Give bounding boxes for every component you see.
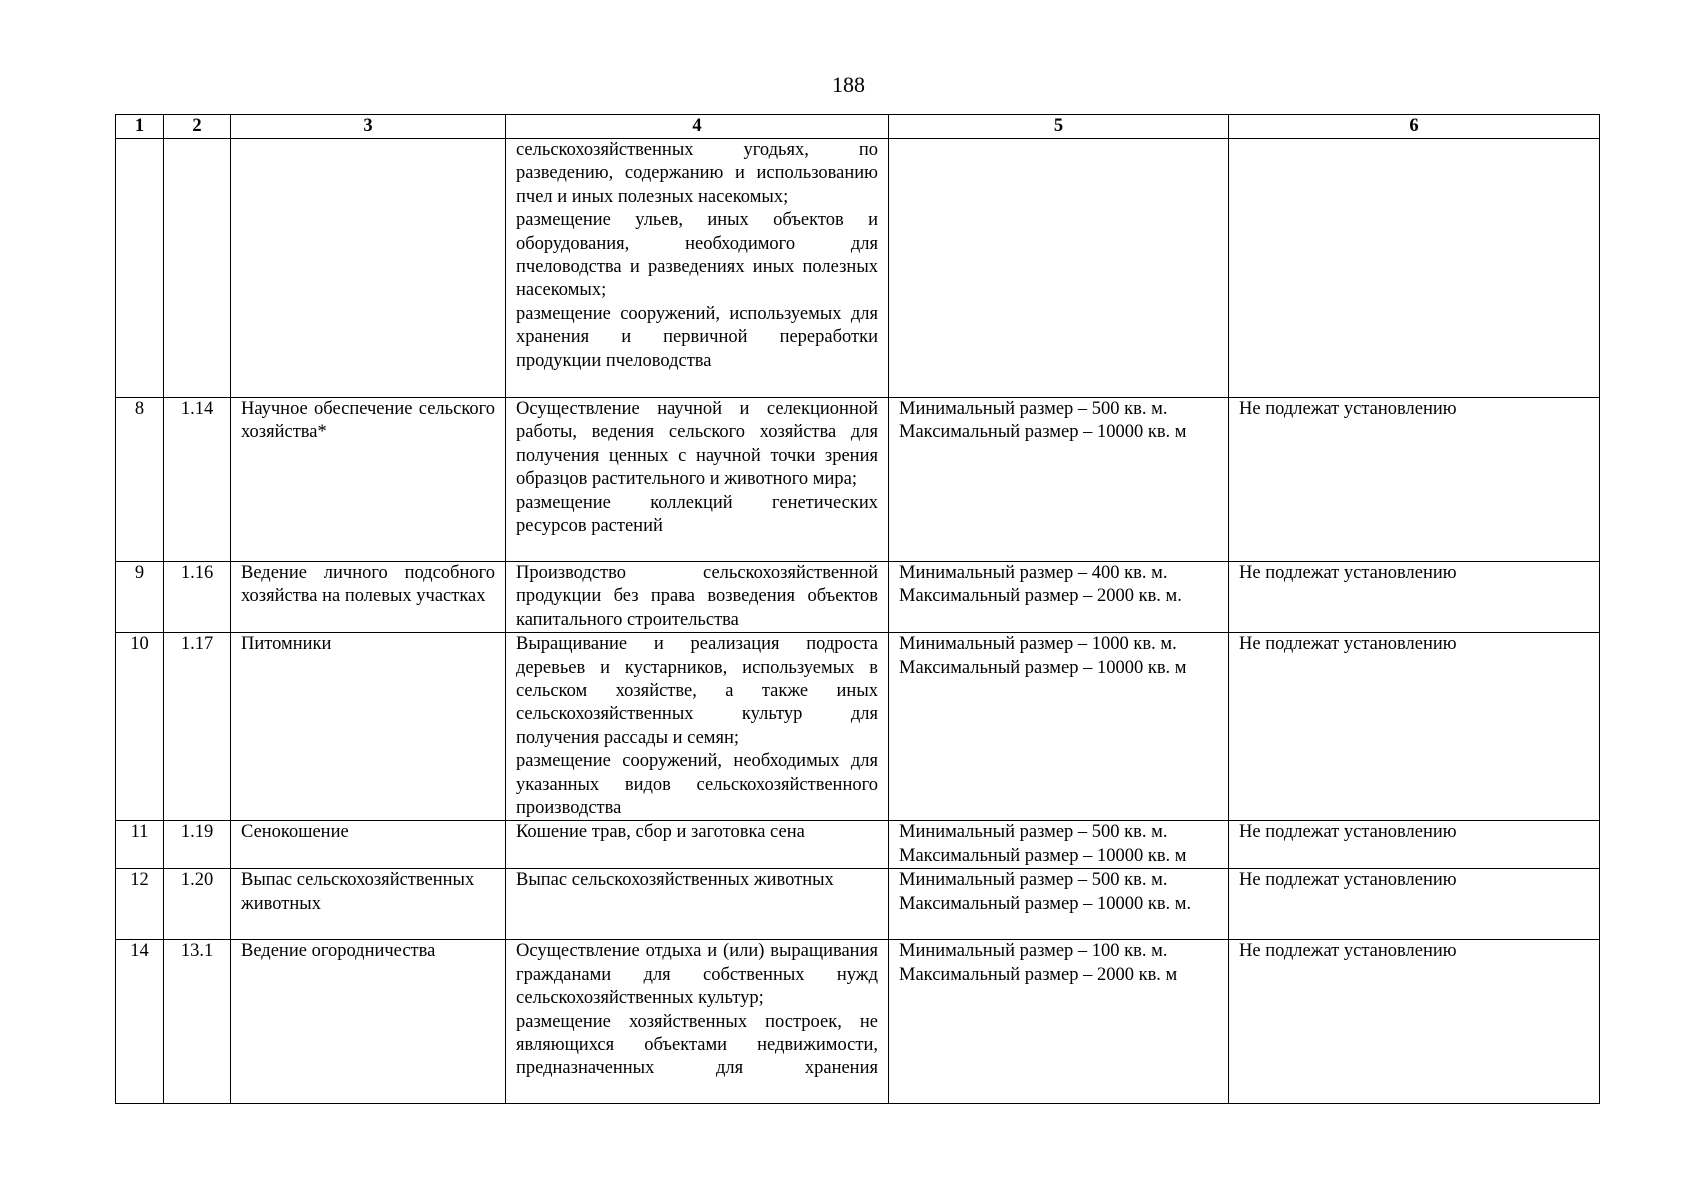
size-max: Максимальный размер – 2000 кв. м [899, 964, 1178, 985]
row-name: Ведение личного подсобного хозяйства на полевых участках [231, 562, 506, 633]
table-row [116, 940, 1600, 1104]
row-size [889, 940, 1229, 1104]
row-description [506, 398, 889, 562]
table-row [116, 869, 1600, 940]
description-paragraph: размещение сооружений, используемых для хранения и первичной переработки продукции пчеловодства [516, 303, 878, 371]
row-code: 1.20 [164, 869, 231, 940]
size-min: Минимальный размер – 1000 кв. м. [899, 634, 1177, 655]
row-size [889, 398, 1229, 562]
row-number: 8 [116, 398, 164, 562]
row-number: 9 [116, 562, 164, 633]
row-name [231, 869, 506, 940]
row-name: Питомники [231, 633, 506, 821]
description-paragraph: Выращивание и реализация подроста деревьев и кустарников, используемых в сельском хозяйстве, а также иных сельскохозяйственных культур для получения рассады и семян; [516, 634, 878, 748]
row-params: Не подлежат установлению [1229, 633, 1600, 821]
description-paragraph: Осуществление отдыха и (или) выращивания гражданами для собственных нужд сельскохозяйственных культур; [516, 941, 878, 1009]
row-number: 10 [116, 633, 164, 821]
row-name: Научное обеспечение сельского хозяйства* [231, 398, 506, 562]
header-col-1: 1 [116, 115, 164, 139]
row-params [1229, 139, 1600, 398]
size-max: Максимальный размер – 10000 кв. м [899, 845, 1187, 866]
row-params: Не подлежат установлению [1229, 821, 1600, 869]
description-paragraph: Производство сельскохозяйственной продукции без права возведения объектов капитального строительства [516, 563, 878, 630]
row-params: Не подлежат установлению [1229, 869, 1600, 940]
row-size [889, 139, 1229, 398]
description-paragraph: размещение сооружений, необходимых для указанных видов сельскохозяйственного производства [516, 751, 878, 819]
row-size [889, 869, 1229, 940]
row-description [506, 869, 889, 940]
row-params: Не подлежат установлению [1229, 398, 1600, 562]
table-row [116, 821, 1600, 869]
row-description [506, 821, 889, 869]
size-max: Максимальный размер – 10000 кв. м [899, 422, 1187, 443]
table-header-row [116, 115, 1600, 139]
table-row [116, 398, 1600, 562]
size-max: Максимальный размер – 2000 кв. м. [899, 586, 1182, 607]
row-code: 1.14 [164, 398, 231, 562]
table-row [116, 633, 1600, 821]
header-col-4: 4 [506, 115, 889, 139]
size-min: Минимальный размер – 500 кв. м. [899, 399, 1168, 419]
row-number: 12 [116, 869, 164, 940]
row-name-text: Выпас сельскохозяйственных животных [241, 870, 475, 914]
row-name: Сенокошение [231, 821, 506, 869]
row-size [889, 821, 1229, 869]
size-min: Минимальный размер – 100 кв. м. [899, 941, 1168, 962]
header-col-2: 2 [164, 115, 231, 139]
row-params: Не подлежат установлению [1229, 940, 1600, 1104]
row-name [231, 139, 506, 398]
row-name: Ведение огородничества [231, 940, 506, 1104]
row-number: 11 [116, 821, 164, 869]
table-row [116, 562, 1600, 633]
row-code: 1.16 [164, 562, 231, 633]
row-code: 13.1 [164, 940, 231, 1104]
size-min: Минимальный размер – 500 кв. м. [899, 822, 1168, 843]
size-min: Минимальный размер – 400 кв. м. [899, 563, 1168, 583]
description-paragraph: Осуществление научной и селекционной работы, ведения сельского хозяйства для получения ценных с научной точки зрения образцов растительного и животного мира; [516, 399, 878, 490]
description-paragraph: размещение коллекций генетических ресурсов растений [516, 492, 878, 537]
description-paragraph: сельскохозяйственных угодьях, по разведению, содержанию и использованию пчел и иных полезных насекомых; [516, 140, 878, 207]
land-use-table [115, 114, 1600, 1104]
size-max: Максимальный размер – 10000 кв. м. [899, 893, 1192, 914]
row-code: 1.17 [164, 633, 231, 821]
row-code [164, 139, 231, 398]
row-description [506, 940, 889, 1104]
page-number: 188 [832, 72, 865, 97]
row-size [889, 633, 1229, 821]
description-paragraph: размещение ульев, иных объектов и оборудования, необходимого для пчеловодства и разведениях иных полезных насекомых; [516, 210, 878, 301]
row-description [506, 562, 889, 633]
row-size [889, 562, 1229, 633]
description-paragraph: размещение хозяйственных построек, не являющихся объектами недвижимости, предназначенных для хранения [516, 1011, 878, 1079]
row-number [116, 139, 164, 398]
size-min: Минимальный размер – 500 кв. м. [899, 870, 1168, 891]
row-params: Не подлежат установлению [1229, 562, 1600, 633]
header-col-5: 5 [889, 115, 1229, 139]
header-col-3: 3 [231, 115, 506, 139]
row-code: 1.19 [164, 821, 231, 869]
row-description [506, 633, 889, 821]
description-paragraph: Выпас сельскохозяйственных животных [516, 870, 834, 891]
size-max: Максимальный размер – 10000 кв. м [899, 657, 1187, 678]
header-col-6: 6 [1229, 115, 1600, 139]
row-description [506, 139, 889, 398]
description-paragraph: Кошение трав, сбор и заготовка сена [516, 822, 805, 843]
table-row [116, 139, 1600, 398]
row-number: 14 [116, 940, 164, 1104]
